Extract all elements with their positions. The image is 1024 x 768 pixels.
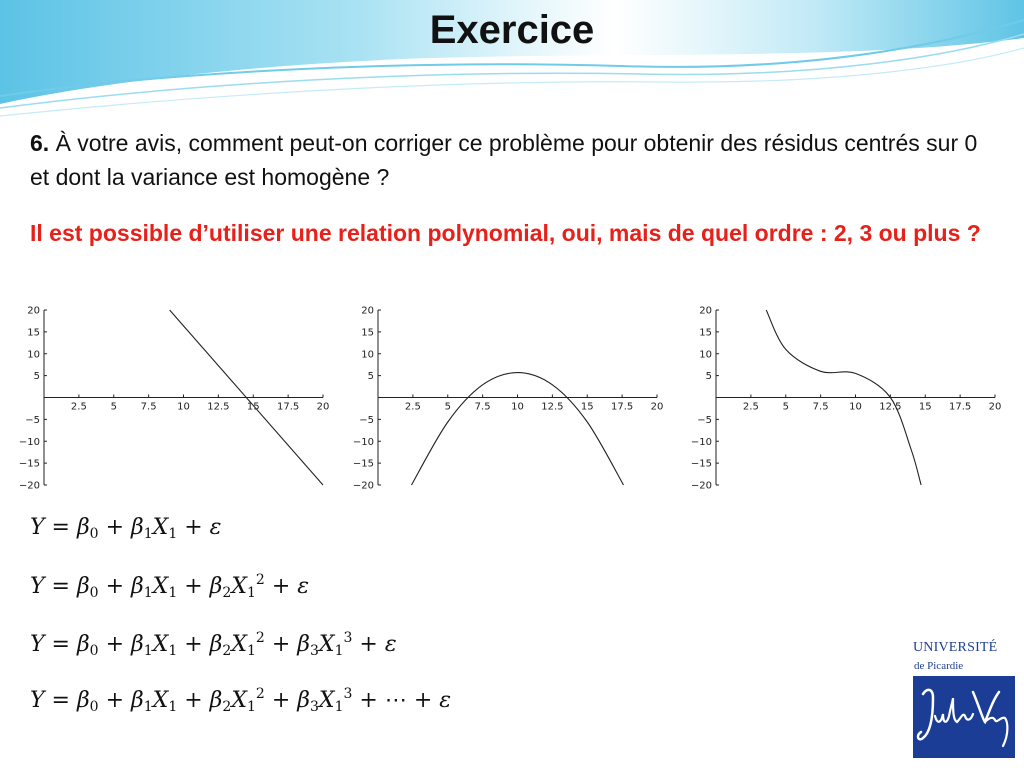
y-tick-label: −15 [690, 458, 712, 470]
x-tick-label: 10 [849, 401, 862, 413]
x-tick-label: 15 [918, 401, 932, 413]
plot-linear [18, 302, 338, 492]
x-tick-label: 17.5 [948, 401, 972, 413]
y-tick-label: −5 [25, 414, 40, 426]
university-logo [913, 640, 1015, 758]
question-text: À votre avis, comment peut-on corriger ce problème pour obtenir des résidus centrés sur 0 et dont la variance est homogène ? [30, 130, 978, 190]
x-tick-label: 20 [316, 401, 330, 413]
plot-cubic [690, 302, 1010, 492]
y-tick-label: 20 [361, 305, 374, 317]
y-tick-label: −20 [18, 480, 40, 492]
x-tick-label: 12.5 [879, 401, 902, 413]
logo-university-text: UNIVERSITÉ [913, 640, 998, 655]
x-tick-label: 12.5 [541, 401, 564, 413]
x-tick-label: 7.5 [474, 401, 491, 413]
x-tick-label: 10 [511, 401, 524, 413]
logo-picardie-text: de Picardie [914, 660, 964, 672]
x-tick-label: 12.5 [207, 401, 230, 413]
y-tick-label: −20 [690, 480, 712, 492]
x-tick-label: 15 [580, 401, 594, 413]
y-tick-label: 15 [27, 327, 40, 339]
x-tick-label: 5 [110, 401, 117, 413]
y-tick-label: −15 [18, 458, 40, 470]
x-tick-label: 7.5 [140, 401, 157, 413]
y-tick-label: 20 [27, 305, 40, 317]
jules-verne-signature-icon [913, 676, 1015, 758]
equation-quadratic [30, 572, 309, 601]
y-tick-label: 15 [361, 327, 374, 339]
equation-text: $Y = \beta_0 + \beta_1X_1 + \beta_2X_1^2 + \beta_3X_1^3 + \varepsilon$ [30, 630, 397, 659]
question-number: 6. [30, 130, 50, 156]
x-tick-label: 17.5 [276, 401, 300, 413]
equation-text: $Y = \beta_0 + \beta_1X_1 + \beta_2X_1^2 + \beta_3X_1^3$ + ⋯ + ε [30, 686, 452, 715]
y-tick-label: 15 [699, 327, 712, 339]
slide-title: Exercice [429, 8, 595, 52]
y-tick-label: −5 [359, 414, 374, 426]
equation-linear [30, 515, 221, 542]
equation-text: $Y = \beta_0 + \beta_1X_1 + \beta_2X_1^2 + \varepsilon$ [30, 572, 310, 601]
y-tick-label: 20 [699, 305, 712, 317]
y-tick-label: −10 [18, 436, 40, 448]
y-tick-label: −10 [690, 436, 712, 448]
equation-higher-order [30, 686, 451, 715]
x-tick-label: 17.5 [610, 401, 634, 413]
x-tick-label: 2.5 [70, 401, 87, 413]
y-tick-label: 10 [361, 349, 374, 361]
x-tick-label: 5 [782, 401, 789, 413]
answer-text: Il est possible d’utiliser une relation polynomial, oui, mais de quel ordre : 2, 3 ou plus ? [30, 220, 981, 246]
equation-text: $Y = \beta_0 + \beta_1X_1 + \varepsilon$ [30, 515, 222, 542]
y-tick-label: −15 [352, 458, 374, 470]
y-tick-label: −10 [352, 436, 374, 448]
y-tick-label: 5 [705, 371, 712, 383]
x-tick-label: 7.5 [812, 401, 829, 413]
curve-line [412, 373, 624, 485]
x-tick-label: 20 [650, 401, 664, 413]
y-tick-label: 10 [699, 349, 712, 361]
x-tick-label: 2.5 [742, 401, 759, 413]
y-tick-label: −20 [352, 480, 374, 492]
x-tick-label: 15 [246, 401, 260, 413]
x-tick-label: 10 [177, 401, 190, 413]
plot-quadratic [352, 302, 672, 492]
equation-cubic [30, 630, 397, 659]
y-tick-label: 5 [367, 371, 374, 383]
y-tick-label: 5 [33, 371, 40, 383]
x-tick-label: 5 [444, 401, 451, 413]
logo-signature-box [913, 676, 1015, 758]
x-tick-label: 20 [988, 401, 1002, 413]
question-paragraph [30, 126, 990, 194]
y-tick-label: 10 [27, 349, 40, 361]
y-tick-label: −5 [697, 414, 712, 426]
x-tick-label: 2.5 [404, 401, 421, 413]
